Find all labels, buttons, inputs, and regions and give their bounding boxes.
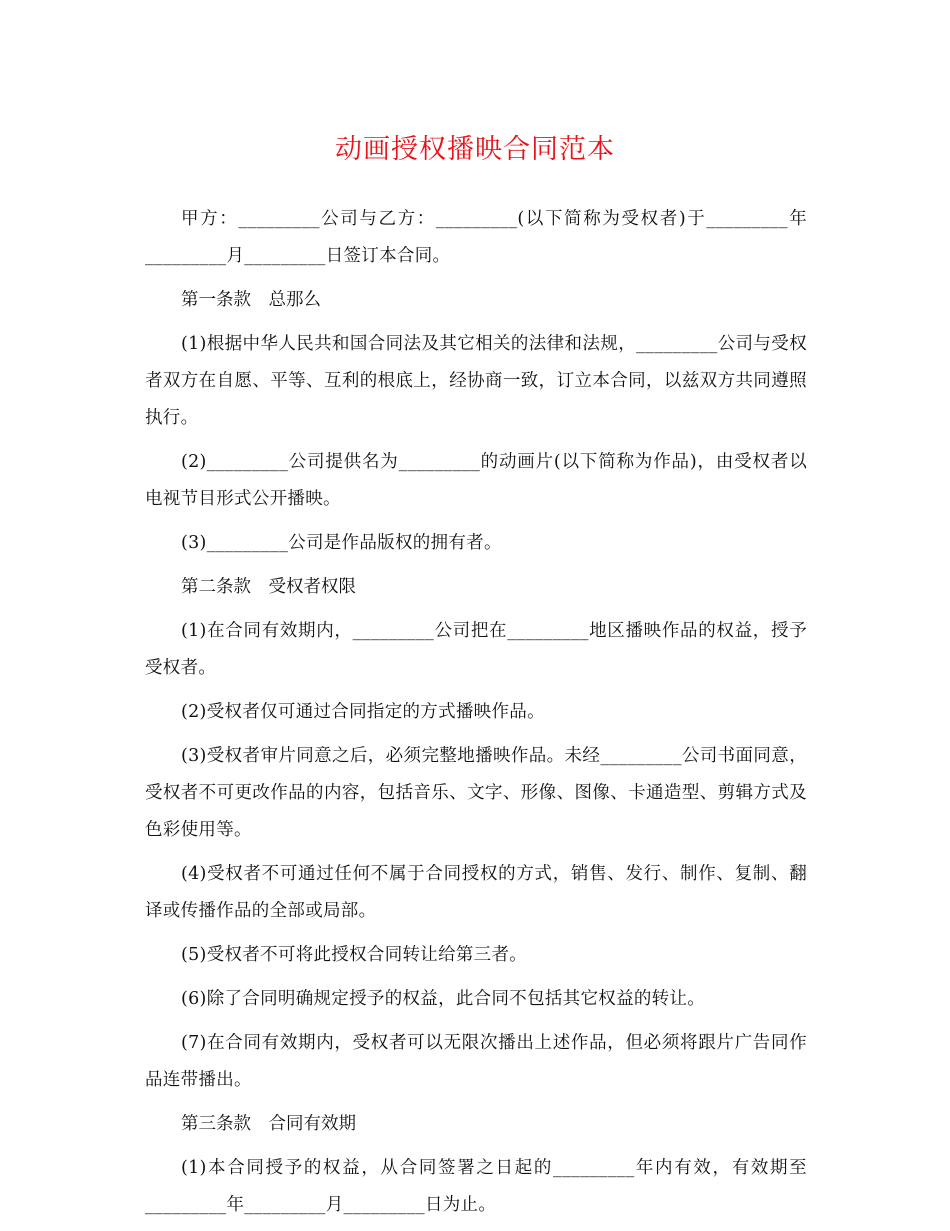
clause-2-4: (4)受权者不可通过任何不属于合同授权的方式，销售、发行、制作、复制、翻译或传播作品的全部或局部。 (145, 864, 807, 921)
section-heading-3: 第三条款 合同有效期 (181, 1114, 356, 1134)
clause-2-6: (6)除了合同明确规定授予的权益，此合同不包括其它权益的转让。 (181, 989, 706, 1009)
clause-3-1: (1)本合同授予的权益，从合同签署之日起的_________年内有效，有效期至_________年_________月_________日为止。 (145, 1158, 807, 1215)
clause-2-7: (7)在合同有效期内，受权者可以无限次播出上述作品，但必须将跟片广告同作品连带播出。 (145, 1033, 807, 1090)
clause-1-3: (3)_________公司是作品版权的拥有者。 (181, 533, 502, 553)
clause-2-3: (3)受权者审片同意之后，必须完整地播映作品。未经_________公司书面同意，受权者不可更改作品的内容，包括音乐、文字、形像、图像、卡通造型、剪辑方式及色彩使用等。 (145, 746, 807, 840)
clause-1-2: (2)_________公司提供名为_________的动画片(以下简称为作品)，由受权者以电视节目形式公开播映。 (145, 452, 807, 509)
section-heading-2: 第二条款 受权者权限 (181, 577, 356, 597)
document-body (145, 201, 807, 1231)
clause-2-2: (2)受权者仅可通过合同指定的方式播映作品。 (181, 702, 545, 722)
clause-2-5: (5)受权者不可将此授权合同转让给第三者。 (181, 945, 528, 965)
clause-1-1: (1)根据中华人民共和国合同法及其它相关的法律和法规，_________公司与受权者双方在自愿、平等、互利的根底上，经协商一致，订立本合同，以兹双方共同遵照执行。 (145, 334, 807, 428)
clause-2-1: (1)在合同有效期内，_________公司把在_________地区播映作品的权益，授予受权者。 (145, 621, 807, 678)
section-heading-1: 第一条款 总那么 (181, 290, 321, 310)
preamble-paragraph: 甲方：_________公司与乙方：_________(以下简称为受权者)于_________年_________月_________日签订本合同。 (145, 209, 807, 266)
document-title: 动画授权播映合同范本 (335, 134, 615, 165)
